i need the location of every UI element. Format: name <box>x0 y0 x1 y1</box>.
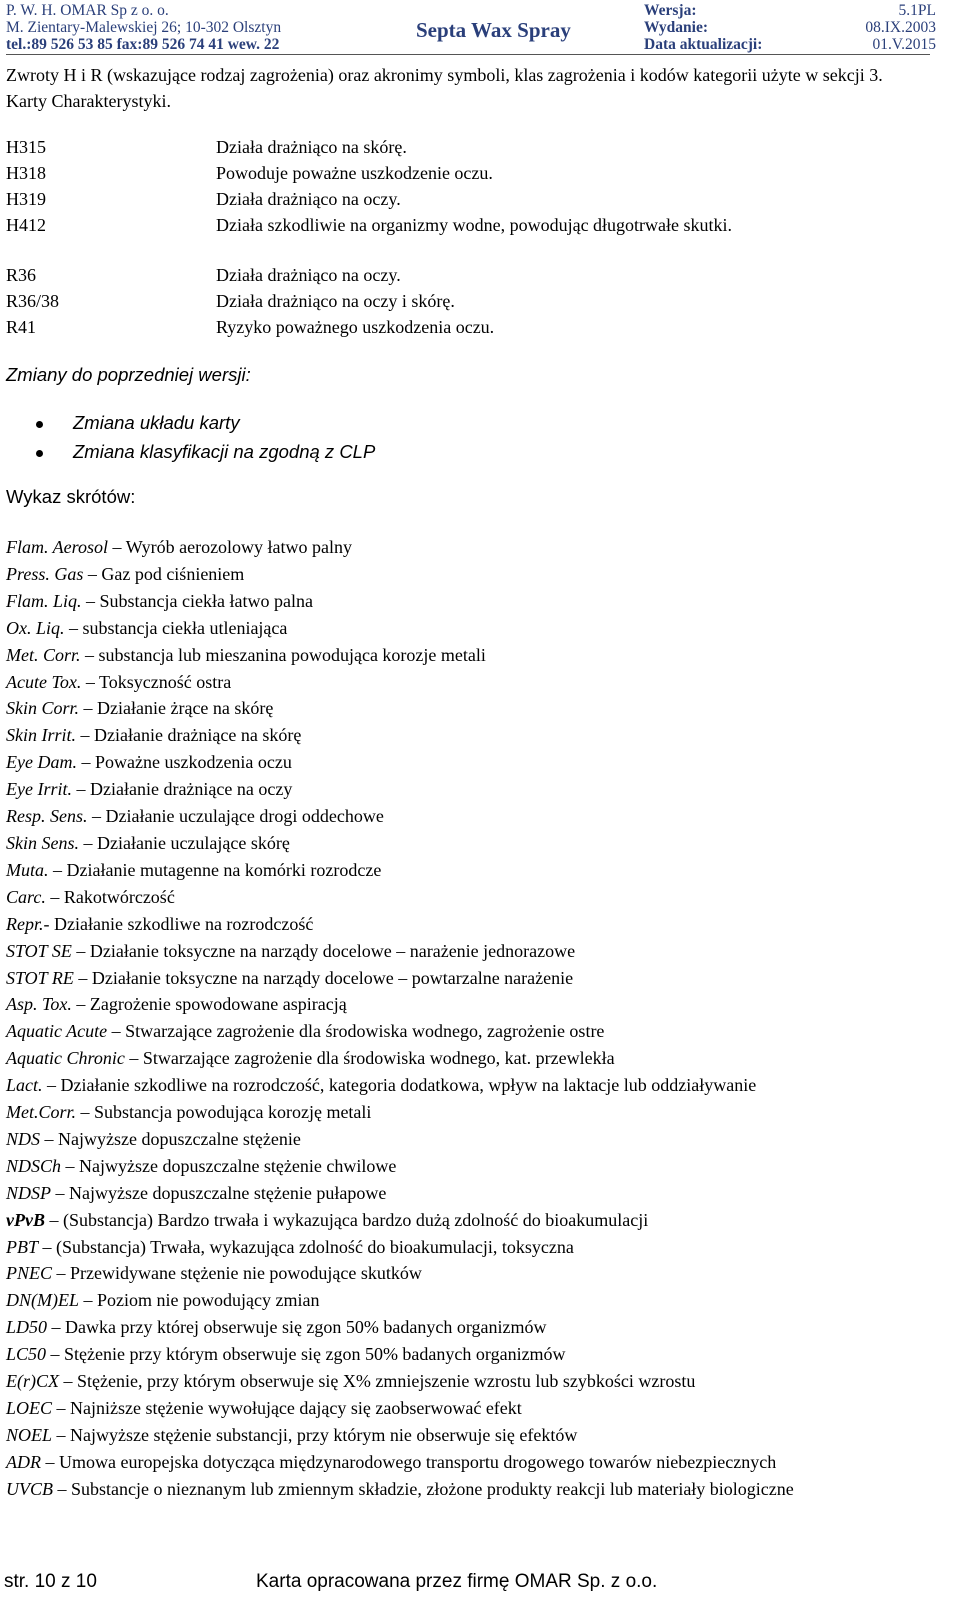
abbreviation-separator: – <box>45 886 64 907</box>
update-value: 01.V.2015 <box>872 36 936 53</box>
abbreviation-row <box>6 1341 936 1368</box>
abbreviation-term: Muta. <box>6 859 49 880</box>
abbreviation-row <box>6 722 936 749</box>
abbreviation-term: NOEL <box>6 1424 53 1445</box>
abbreviation-desc: Umowa europejska dotycząca międzynarodowego transportu drogowego towarów niebezpiecznych <box>59 1451 777 1472</box>
abbreviation-row <box>6 1422 936 1449</box>
abbreviation-row <box>6 1072 936 1099</box>
company-address: M. Zientary-Malewskiej 26; 10-302 Olsztyn <box>6 19 282 36</box>
abbreviation-term: STOT RE <box>6 967 74 988</box>
change-text: Zmiana układu karty <box>73 412 240 433</box>
abbreviation-separator: – <box>59 1371 77 1392</box>
product-name: Septa Wax Spray <box>416 18 571 42</box>
abbreviation-separator: – <box>38 1236 57 1257</box>
abbreviation-desc: Poważne uszkodzenia oczu <box>94 752 292 773</box>
abbreviation-separator: – <box>78 832 97 853</box>
abbreviation-desc: Najwyższe stężenie substancji, przy którym nie obserwuje się efektów <box>70 1424 578 1445</box>
abbreviation-row <box>6 1449 936 1476</box>
abbreviation-separator: – <box>107 1021 126 1042</box>
abbreviation-row <box>6 1395 936 1422</box>
abbreviation-row <box>6 561 936 588</box>
phrase-desc: Działa drażniąco na skórę. <box>216 137 407 157</box>
abbreviation-term: Met. Corr. <box>6 644 81 665</box>
abbreviation-separator: – <box>42 1075 61 1096</box>
abbreviation-term: Acute Tox. <box>6 671 82 692</box>
abbreviation-desc: Działanie drażniące na skórę <box>94 725 302 746</box>
abbreviation-row <box>6 1099 936 1126</box>
abbreviation-row <box>6 1314 936 1341</box>
abbreviation-row <box>6 642 936 669</box>
abbreviation-row <box>6 830 936 857</box>
abbreviation-term: LC50 <box>6 1344 47 1365</box>
abbreviation-separator: – <box>53 1478 71 1499</box>
abbreviation-separator: – <box>79 698 98 719</box>
abbreviation-term: LOEC <box>6 1398 53 1418</box>
abbreviation-term: ADR <box>6 1451 41 1472</box>
abbreviation-desc: Działanie szkodliwe na rozrodczość, kategoria dodatkowa, wpływ na laktacje lub oddziaływanie <box>60 1075 757 1096</box>
footer-note: Karta opracowana przez firmę OMAR Sp. z o.o. <box>256 1571 658 1592</box>
abbreviation-row <box>6 1180 936 1207</box>
abbreviation-row <box>6 857 936 884</box>
abbreviation-desc: Najwyższe dopuszczalne stężenie <box>58 1128 301 1149</box>
abbreviation-separator: – <box>79 1290 97 1311</box>
abbreviation-term: Flam. Aerosol <box>6 537 108 557</box>
abbreviation-separator: – <box>76 725 94 746</box>
bullet-icon <box>36 450 43 457</box>
abbreviations-list <box>6 534 936 1503</box>
abbreviation-row <box>6 695 936 722</box>
abbreviation-separator: – <box>51 1182 69 1203</box>
abbreviation-term: Met.Corr. <box>6 1102 77 1123</box>
abbreviation-term: PBT <box>6 1236 39 1257</box>
abbreviation-desc: Poziom nie powodujący zmian <box>97 1290 320 1311</box>
phrase-code: R36 <box>6 265 37 285</box>
phrase-desc: Działa drażniąco na oczy i skórę. <box>216 291 455 311</box>
abbreviation-separator: – <box>124 1048 143 1069</box>
abbreviation-desc: Substancja ciekła łatwo palna <box>99 590 313 611</box>
abbreviation-desc: Stwarzające zagrożenie dla środowiska wodnego, kat. przewlekła <box>142 1048 615 1069</box>
abbreviation-desc: Stężenie, przy którym obserwuje się X% zmniejszenie wzrostu lub szybkości wzrostu <box>77 1371 696 1392</box>
intro-paragraph: Zwroty H i R (wskazujące rodzaj zagrożenia) oraz akronimy symboli, klas zagrożenia i kodów kategorii użyte w sekcji 3. Karty Charakterystyki. <box>6 65 883 111</box>
abbreviation-separator: – <box>64 617 83 638</box>
abbreviation-term: Skin Sens. <box>6 832 79 853</box>
phrase-code: H315 <box>6 137 46 157</box>
company-contact: tel.:89 526 53 85 fax:89 526 74 41 wew. 22 <box>6 36 280 53</box>
phrase-desc: Działa drażniąco na oczy. <box>216 189 401 209</box>
phrase-code: H318 <box>6 163 46 183</box>
abbreviation-desc: Stężenie przy którym obserwuje się zgon 50% badanych organizmów <box>64 1344 566 1365</box>
abbreviation-desc: Substancje o nieznanym lub zmiennym składzie, złożone produkty reakcji lub materiały biologiczne <box>71 1478 794 1499</box>
abbreviation-separator: – <box>47 1317 66 1338</box>
abbreviation-separator: – <box>52 1424 71 1445</box>
abbreviation-row <box>6 1153 936 1180</box>
abbreviation-term: vPvB <box>6 1209 45 1230</box>
abbreviation-row <box>6 1126 936 1153</box>
abbreviation-separator: – <box>52 1398 71 1418</box>
abbreviation-separator: – <box>71 994 90 1015</box>
phrase-desc: Działa drażniąco na oczy. <box>216 265 401 285</box>
abbreviation-desc: substancja ciekła utleniająca <box>82 617 288 638</box>
abbreviation-separator: – <box>61 1155 80 1176</box>
abbreviation-separator: – <box>46 1344 65 1365</box>
abbreviation-row <box>6 1234 936 1261</box>
page-number: str. 10 z 10 <box>4 1571 97 1592</box>
abbreviation-row <box>6 1368 936 1395</box>
update-label: Data aktualizacji: <box>644 36 763 53</box>
abbreviation-desc: Działanie toksyczne na narządy docelowe – narażenie jednorazowe <box>89 940 576 961</box>
abbreviation-desc: Najniższe stężenie wywołujące dający się zaobserwować efekt <box>70 1398 522 1418</box>
abbreviation-row <box>6 1045 936 1072</box>
abbreviation-row <box>6 669 936 696</box>
version-value: 5.1PL <box>898 2 936 19</box>
abbreviation-desc: Gaz pod ciśnieniem <box>101 563 245 584</box>
abbreviation-term: STOT SE <box>6 940 72 961</box>
abbreviation-term: PNEC <box>6 1263 53 1284</box>
abbreviation-row <box>6 1207 936 1234</box>
phrase-code: R36/38 <box>6 291 60 311</box>
abbreviation-term: Aquatic Chronic <box>6 1048 125 1069</box>
abbreviation-term: Lact. <box>6 1075 43 1096</box>
abbreviation-term: Asp. Tox. <box>6 994 72 1015</box>
abbreviation-desc: substancja lub mieszanina powodująca korozje metali <box>98 644 486 665</box>
abbreviation-desc: Działanie szkodliwe na rozrodczość <box>54 913 314 934</box>
abbreviation-row <box>6 965 936 992</box>
abbreviation-separator: – <box>41 1451 59 1472</box>
abbreviation-separator: – <box>73 967 92 988</box>
abbreviation-row <box>6 1260 936 1287</box>
abbreviation-desc: Wyrób aerozolowy łatwo palny <box>125 537 353 557</box>
abbreviation-desc: Działanie żrące na skórę <box>97 698 274 719</box>
abbreviation-desc: (Substancja) Trwała, wykazująca zdolność do bioakumulacji, toksyczna <box>56 1236 574 1257</box>
change-item <box>36 441 375 463</box>
abbreviation-term: LD50 <box>6 1317 48 1338</box>
abbreviation-desc: Działanie toksyczne na narządy docelowe – powtarzalne narażenie <box>91 967 574 988</box>
abbreviation-separator: – <box>40 1128 59 1149</box>
phrase-desc: Ryzyko poważnego uszkodzenia oczu. <box>216 317 495 337</box>
abbreviation-desc: Działanie uczulające drogi oddechowe <box>105 806 384 827</box>
abbreviation-desc: Dawka przy której obserwuje się zgon 50% badanych organizmów <box>65 1317 547 1338</box>
abbreviation-row <box>6 749 936 776</box>
issue-value: 08.IX.2003 <box>865 19 936 36</box>
abbreviation-term: NDSP <box>6 1182 51 1203</box>
abbreviation-term: Aquatic Acute <box>6 1021 108 1042</box>
company-name: P. W. H. OMAR Sp z o. o. <box>6 2 169 19</box>
abbreviation-separator: – <box>81 671 100 692</box>
abbreviation-row <box>6 884 936 911</box>
changes-heading: Zmiany do poprzedniej wersji: <box>6 364 251 385</box>
abbreviation-term: NDS <box>6 1128 41 1149</box>
abbreviation-term: NDSCh <box>6 1155 62 1176</box>
abbreviation-term: UVCB <box>6 1478 53 1499</box>
abbreviations-heading: Wykaz skrótów: <box>6 486 136 507</box>
company-block <box>6 2 281 53</box>
abbreviation-row <box>6 938 936 965</box>
abbreviation-term: Press. Gas <box>6 563 84 584</box>
abbreviation-term: Resp. Sens. <box>6 806 88 827</box>
abbreviation-separator: – <box>81 590 100 611</box>
abbreviation-row <box>6 776 936 803</box>
abbreviation-separator: – <box>76 752 95 773</box>
abbreviation-separator: – <box>44 1209 63 1230</box>
abbreviation-separator: – <box>87 806 106 827</box>
abbreviation-row <box>6 615 936 642</box>
abbreviation-separator: – <box>108 537 126 557</box>
abbreviation-separator: – <box>48 859 67 880</box>
phrase-desc: Działa szkodliwie na organizmy wodne, powodując długotrwałe skutki. <box>216 215 733 235</box>
abbreviation-desc: Przewidywane stężenie nie powodujące skutków <box>70 1263 422 1284</box>
abbreviation-term: Repr. <box>6 913 44 934</box>
abbreviation-separator: - <box>43 913 54 934</box>
version-info <box>644 2 936 53</box>
abbreviation-row <box>6 1287 936 1314</box>
abbreviation-row <box>6 1018 936 1045</box>
abbreviation-term: Flam. Liq. <box>6 590 82 611</box>
abbreviation-desc: Działanie drażniące na oczy <box>89 779 293 800</box>
abbreviation-desc: Zagrożenie spowodowane aspiracją <box>89 994 347 1015</box>
abbreviation-desc: Stwarzające zagrożenie dla środowiska wodnego, zagrożenie ostre <box>125 1021 605 1042</box>
abbreviation-row <box>6 803 936 830</box>
phrase-code: H412 <box>6 215 46 235</box>
abbreviation-term: Eye Irrit. <box>6 779 72 800</box>
abbreviation-desc: Działanie uczulające skórę <box>96 832 290 853</box>
abbreviation-desc: Najwyższe dopuszczalne stężenie chwilowe <box>79 1155 397 1176</box>
phrase-code: H319 <box>6 189 46 209</box>
abbreviation-row <box>6 534 936 561</box>
abbreviation-separator: – <box>71 940 90 961</box>
document-header <box>6 2 936 55</box>
abbreviation-row <box>6 991 936 1018</box>
abbreviation-separator: – <box>80 644 99 665</box>
abbreviation-term: E(r)CX <box>6 1371 59 1392</box>
abbreviation-separator: – <box>83 563 102 584</box>
abbreviation-row <box>6 911 936 938</box>
change-text: Zmiana klasyfikacji na zgodną z CLP <box>73 441 376 462</box>
abbreviation-separator: – <box>71 779 90 800</box>
abbreviation-separator: – <box>52 1263 71 1284</box>
abbreviation-term: Eye Dam. <box>6 752 77 773</box>
abbreviation-desc: Działanie mutagenne na komórki rozrodcze <box>66 859 382 880</box>
abbreviation-separator: – <box>76 1102 95 1123</box>
abbreviation-desc: Rakotwórczość <box>63 886 175 907</box>
abbreviation-row <box>6 588 936 615</box>
abbreviation-desc: (Substancja) Bardzo trwała i wykazująca bardzo dużą zdolność do bioakumulacji <box>62 1209 649 1230</box>
abbreviation-desc: Najwyższe dopuszczalne stężenie pułapowe <box>69 1182 387 1203</box>
bullet-icon <box>36 421 43 428</box>
abbreviation-term: Skin Irrit. <box>6 725 76 746</box>
abbreviation-term: Ox. Liq. <box>6 617 65 638</box>
abbreviation-term: DN(M)EL <box>6 1290 79 1311</box>
version-label: Wersja: <box>644 2 697 19</box>
phrase-desc: Powoduje poważne uszkodzenie oczu. <box>216 163 493 183</box>
abbreviation-term: Skin Corr. <box>6 698 80 719</box>
abbreviation-desc: Toksyczność ostra <box>99 671 232 692</box>
abbreviation-term: Carc. <box>6 886 46 907</box>
phrase-code: R41 <box>6 317 37 337</box>
change-item <box>36 412 240 434</box>
abbreviation-row <box>6 1476 936 1503</box>
abbreviation-desc: Substancja powodująca korozję metali <box>94 1102 372 1123</box>
issue-label: Wydanie: <box>644 19 709 36</box>
